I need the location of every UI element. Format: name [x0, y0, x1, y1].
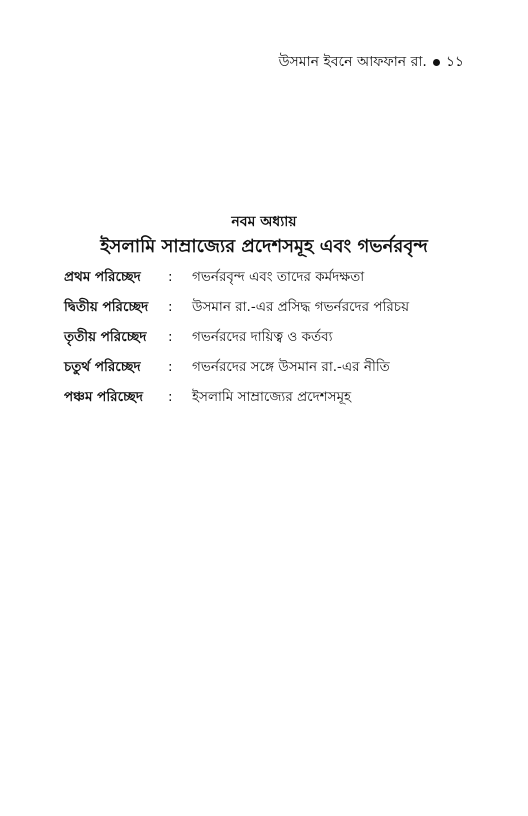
- toc-text: উসমান রা.-এর প্রসিদ্ধ গভর্নরদের পরিচয়: [192, 299, 410, 315]
- toc-row-2: [64, 296, 464, 326]
- toc-label: তৃতীয় পরিচ্ছেদ: [64, 329, 147, 345]
- toc-text: ইসলামি সাম্রাজ্যের প্রদেশসমূহ: [192, 389, 352, 405]
- toc-label: দ্বিতীয় পরিচ্ছেদ: [64, 299, 149, 315]
- table-of-contents: [64, 266, 464, 416]
- page-number: ১১: [445, 54, 464, 70]
- toc-text: গভর্নরদের দায়িত্ব ও কর্তব্য: [192, 329, 333, 345]
- toc-text: গভর্নরবৃন্দ এবং তাদের কর্মদক্ষতা: [192, 269, 365, 285]
- toc-separator: :: [168, 299, 173, 315]
- toc-label: চতুর্থ পরিচ্ছেদ: [64, 359, 141, 375]
- toc-separator: :: [168, 269, 173, 285]
- toc-separator: :: [168, 359, 173, 375]
- toc-separator: :: [168, 389, 173, 405]
- toc-separator: :: [168, 329, 173, 345]
- toc-text: গভর্নরদের সঙ্গে উসমান রা.-এর নীতি: [192, 359, 390, 375]
- toc-row-1: [64, 266, 464, 296]
- chapter-label: নবম অধ্যায়: [231, 214, 297, 230]
- toc-row-3: [64, 326, 464, 356]
- running-title: উসমান ইবনে আফফান রা.: [278, 54, 427, 70]
- bullet-icon: [433, 59, 440, 66]
- toc-row-5: [64, 386, 464, 416]
- toc-label: প্রথম পরিচ্ছেদ: [64, 269, 141, 285]
- toc-label: পঞ্চম পরিচ্ছেদ: [64, 389, 143, 405]
- chapter-title: ইসলামি সাম্রাজ্যের প্রদেশসমূহ এবং গভর্নরবৃন্দ: [100, 236, 428, 257]
- running-header: [279, 50, 464, 74]
- toc-row-4: [64, 356, 464, 386]
